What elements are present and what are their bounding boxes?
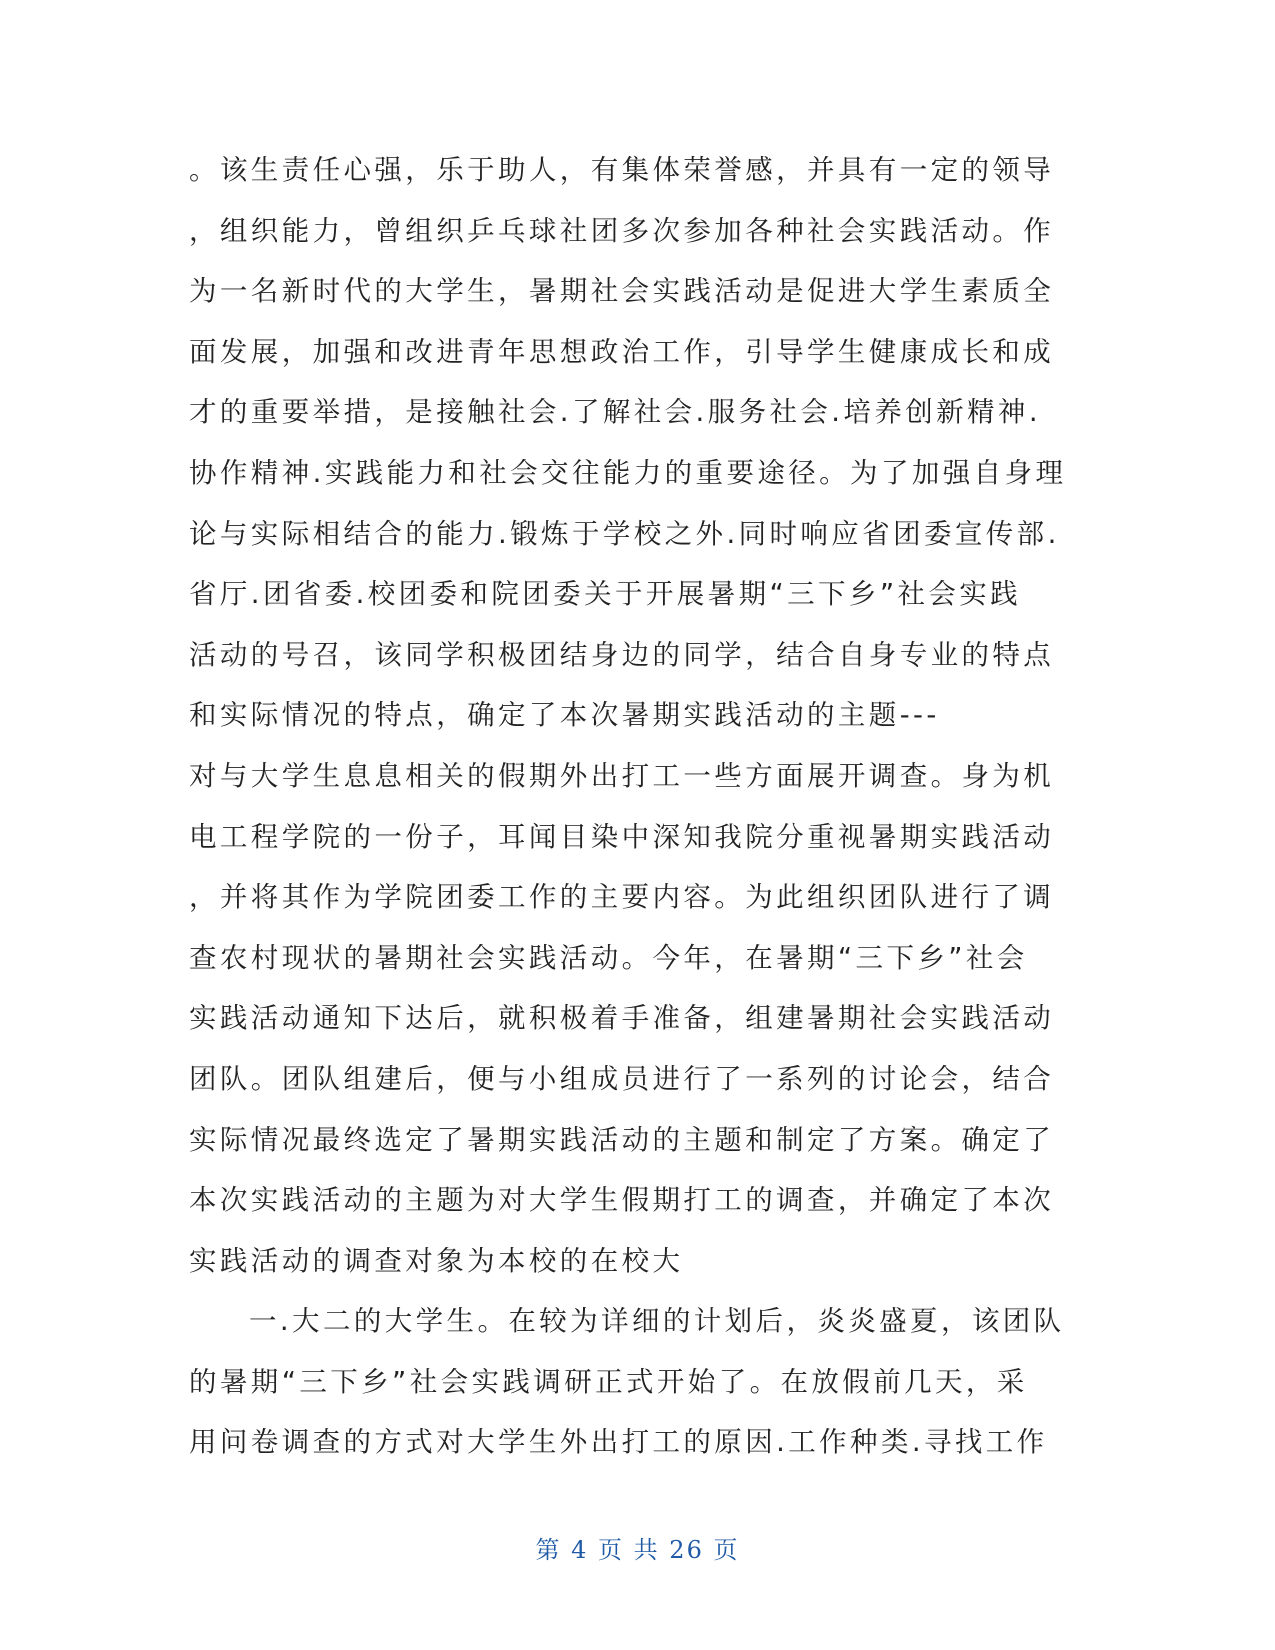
text-line: 论与实际相结合的能力.锻炼于学校之外.同时响应省团委宣传部. xyxy=(189,517,1060,550)
text-line: 才的重要举措，是接触社会.了解社会.服务社会.培养创新精神. xyxy=(189,396,1041,429)
body-text xyxy=(189,140,1069,1473)
text-line: 实际情况最终选定了暑期实践活动的主题和制定了方案。确定了 xyxy=(189,1123,1055,1156)
text-line: ，组织能力，曾组织乒乓球社团多次参加各种社会实践活动。作 xyxy=(189,214,1055,247)
text-line: 协作精神.实践能力和社会交往能力的重要途径。为了加强自身理 xyxy=(189,456,1067,489)
text-line: 电工程学院的一份子，耳闻目染中深知我院分重视暑期实践活动 xyxy=(189,820,1055,853)
text-line: 实践活动的调查对象为本校的在校大 xyxy=(189,1244,684,1277)
text-line: 用问卷调查的方式对大学生外出打工的原因.工作种类.寻找工作 xyxy=(189,1426,1048,1459)
text-line: 和实际情况的特点，确定了本次暑期实践活动的主题--- xyxy=(189,699,940,732)
text-line: 查农村现状的暑期社会实践活动。今年，在暑期“三下乡”社会 xyxy=(189,941,1028,974)
text-line: 的暑期“三下乡”社会实践调研正式开始了。在放假前几天，采 xyxy=(189,1365,1028,1398)
text-line: 。该生责任心强，乐于助人，有集体荣誉感，并具有一定的领导 xyxy=(189,154,1055,186)
text-line: 为一名新时代的大学生，暑期社会实践活动是促进大学生素质全 xyxy=(189,275,1055,308)
text-line-indented: 一.大二的大学生。在较为详细的计划后，炎炎盛夏，该团队 xyxy=(249,1305,1065,1338)
text-line: 实践活动通知下达后，就积极着手准备，组建暑期社会实践活动 xyxy=(189,1002,1055,1035)
text-line: 面发展，加强和改进青年思想政治工作，引导学生健康成长和成 xyxy=(189,335,1055,368)
text-line: ，并将其作为学院团委工作的主要内容。为此组织团队进行了调 xyxy=(189,881,1055,914)
text-line: 本次实践活动的主题为对大学生假期打工的调查，并确定了本次 xyxy=(189,1184,1055,1217)
text-line: 对与大学生息息相关的假期外出打工一些方面展开调查。身为机 xyxy=(189,759,1055,792)
text-line: 活动的号召，该同学积极团结身边的同学，结合自身专业的特点 xyxy=(189,638,1055,671)
text-line: 团队。团队组建后，便与小组成员进行了一系列的讨论会，结合 xyxy=(189,1062,1055,1095)
text-line: 省厅.团省委.校团委和院团委关于开展暑期“三下乡”社会实践 xyxy=(189,578,1022,611)
page-number-footer: 第 4 页 共 26 页 xyxy=(535,1536,740,1564)
